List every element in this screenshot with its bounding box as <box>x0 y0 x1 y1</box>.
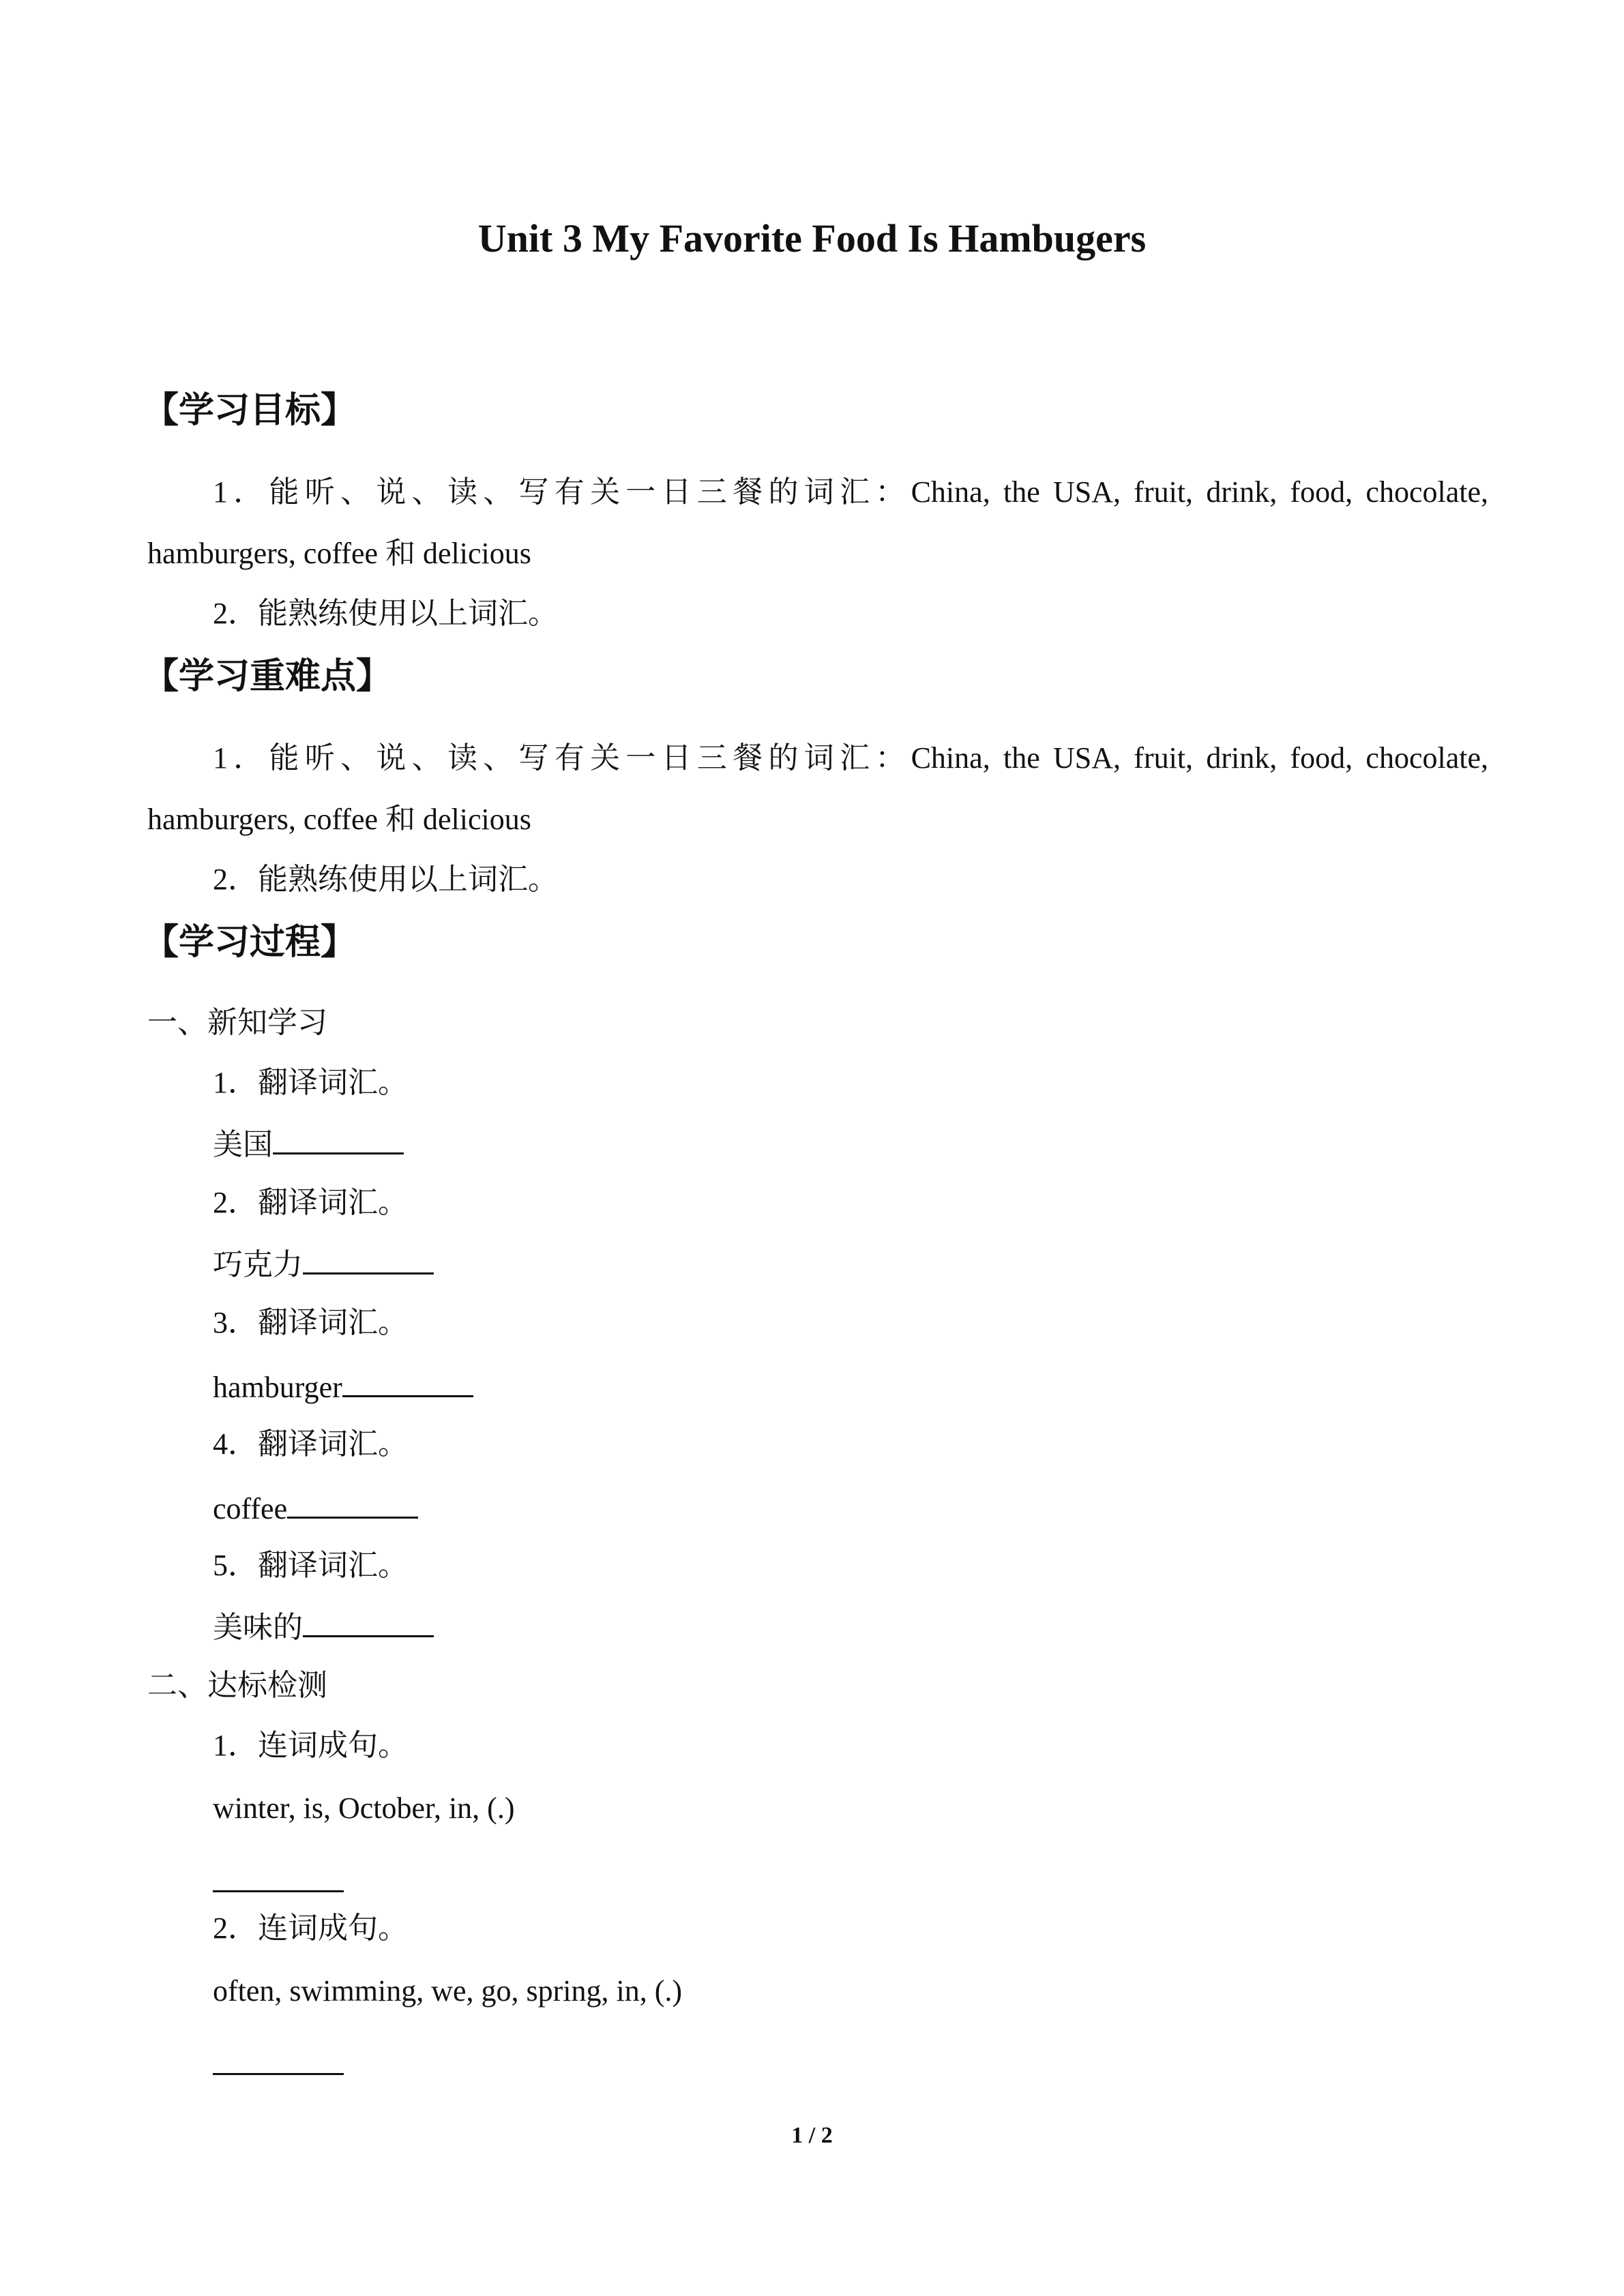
answer-blank[interactable] <box>303 1605 434 1637</box>
part1-item-2-answer <box>213 1242 434 1285</box>
objectives-item-2: 2．能熟练使用以上词汇。 <box>213 597 558 630</box>
key-points-heading: 【学习重难点】 <box>143 657 392 696</box>
process-heading: 【学习过程】 <box>143 923 357 962</box>
part2-item-1-prompt: 1．连词成句。 <box>213 1729 408 1762</box>
answer-blank[interactable] <box>287 1487 418 1519</box>
part1-item-1-word: 美国 <box>213 1128 273 1161</box>
part1-item-1-prompt: 1．翻译词汇。 <box>213 1066 408 1099</box>
answer-blank[interactable] <box>303 1242 434 1274</box>
part2-item-1-answer-line[interactable] <box>213 1890 344 1892</box>
part1-item-3-prompt: 3．翻译词汇。 <box>213 1306 408 1339</box>
part2-item-2-words: often, swimming, we, go, spring, in, (.) <box>213 1974 683 2008</box>
part1-item-2-prompt: 2．翻译词汇。 <box>213 1186 408 1219</box>
part1-item-1-answer <box>213 1122 404 1165</box>
part1-item-4-prompt: 4．翻译词汇。 <box>213 1427 408 1461</box>
part2-item-2-answer-line[interactable] <box>213 2073 344 2075</box>
part1-item-4-answer <box>213 1487 418 1530</box>
page-number: 1 / 2 <box>791 2123 833 2148</box>
objectives-heading: 【学习目标】 <box>143 391 357 430</box>
key-points-item-2: 2．能熟练使用以上词汇。 <box>213 863 558 896</box>
document-title: Unit 3 My Favorite Food Is Hambugers <box>477 216 1147 260</box>
part1-item-5-answer <box>213 1605 434 1648</box>
answer-blank[interactable] <box>273 1122 404 1154</box>
part1-item-5-word: 美味的 <box>213 1611 303 1644</box>
part1-item-5-prompt: 5．翻译词汇。 <box>213 1549 408 1582</box>
key-points-item-1-line-1: 1．能听、说、读、写有关一日三餐的词汇：China, the USA, fruit, drink, food, chocolate, <box>213 741 1488 775</box>
part1-item-4-word: coffee <box>213 1492 288 1525</box>
part2-item-1-words: winter, is, October, in, (.) <box>213 1791 515 1825</box>
key-points-item-1-line-2: hamburgers, coffee 和 delicious <box>147 803 531 836</box>
part1-item-3-answer <box>213 1365 473 1408</box>
part2-title: 二、达标检测 <box>147 1669 327 1702</box>
part1-title: 一、新知学习 <box>147 1006 327 1039</box>
part1-item-2-word: 巧克力 <box>213 1248 303 1281</box>
objectives-item-1-line-2: hamburgers, coffee 和 delicious <box>147 537 531 570</box>
part1-item-3-word: hamburger <box>213 1371 342 1404</box>
part2-item-2-prompt: 2．连词成句。 <box>213 1911 408 1945</box>
objectives-item-1-line-1: 1．能听、说、读、写有关一日三餐的词汇：China, the USA, fruit, drink, food, chocolate, <box>213 475 1488 509</box>
answer-blank[interactable] <box>342 1365 473 1397</box>
